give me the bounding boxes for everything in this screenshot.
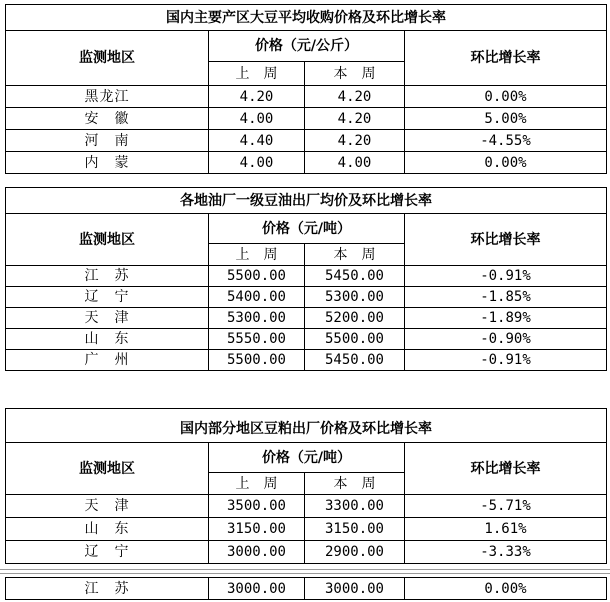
- table-title: 国内部分地区豆粕出厂价格及环比增长率: [6, 417, 607, 443]
- rate-header: 环比增长率: [405, 214, 607, 266]
- last-week-cell: 5400.00: [209, 287, 305, 308]
- rate-cell: 0.00%: [405, 86, 607, 108]
- soybean-meal-price-table-continued: [5, 577, 607, 600]
- region-header: 监测地区: [6, 214, 209, 266]
- this-week-cell: 3300.00: [305, 495, 405, 518]
- region-cell: 江 苏: [6, 578, 209, 600]
- this-week-header: 本 周: [305, 473, 405, 495]
- rate-header: 环比增长率: [405, 31, 607, 86]
- this-week-cell: 3000.00: [305, 578, 405, 600]
- region-cell: 河 南: [6, 130, 209, 152]
- page-break-separator: [0, 569, 610, 574]
- table-row: [6, 266, 607, 287]
- soybean-oil-price-table: [5, 187, 607, 371]
- this-week-header: 本 周: [305, 62, 405, 86]
- this-week-cell: 5300.00: [305, 287, 405, 308]
- table-row: [6, 86, 607, 108]
- table-row: [6, 287, 607, 308]
- header-row: [6, 214, 607, 244]
- table-title: 各地油厂一级豆油出厂均价及环比增长率: [6, 188, 607, 214]
- this-week-cell: 5450.00: [305, 350, 405, 371]
- rate-cell: -5.71%: [405, 495, 607, 518]
- region-cell: 山 东: [6, 329, 209, 350]
- last-week-cell: 4.20: [209, 86, 305, 108]
- this-week-header: 本 周: [305, 244, 405, 266]
- last-week-cell: 3150.00: [209, 518, 305, 541]
- table-row: [6, 495, 607, 518]
- soybean-meal-price-table: [5, 408, 607, 564]
- table-row: [6, 578, 607, 600]
- region-cell: 辽 宁: [6, 541, 209, 564]
- price-header: 价格（元/吨）: [209, 214, 405, 244]
- table-row: [6, 329, 607, 350]
- region-cell: 安 徽: [6, 108, 209, 130]
- rate-cell: 5.00%: [405, 108, 607, 130]
- last-week-cell: 5500.00: [209, 266, 305, 287]
- last-week-cell: 4.40: [209, 130, 305, 152]
- rate-header: 环比增长率: [405, 443, 607, 495]
- rate-cell: -1.85%: [405, 287, 607, 308]
- table-title: 国内主要产区大豆平均收购价格及环比增长率: [6, 5, 607, 31]
- region-cell: 山 东: [6, 518, 209, 541]
- this-week-cell: 5450.00: [305, 266, 405, 287]
- this-week-cell: 3150.00: [305, 518, 405, 541]
- this-week-cell: 4.20: [305, 86, 405, 108]
- last-week-cell: 5500.00: [209, 350, 305, 371]
- price-header: 价格（元/吨）: [209, 443, 405, 473]
- rate-cell: 0.00%: [405, 152, 607, 174]
- table-title-row: [6, 188, 607, 214]
- region-cell: 黑龙江: [6, 86, 209, 108]
- rate-cell: -0.91%: [405, 266, 607, 287]
- table-row: [6, 308, 607, 329]
- this-week-cell: 5500.00: [305, 329, 405, 350]
- region-cell: 内 蒙: [6, 152, 209, 174]
- table-row: [6, 130, 607, 152]
- last-week-cell: 3000.00: [209, 541, 305, 564]
- rate-cell: -4.55%: [405, 130, 607, 152]
- price-header: 价格（元/公斤）: [209, 31, 405, 62]
- soybean-price-table: [5, 4, 607, 174]
- rate-cell: -0.90%: [405, 329, 607, 350]
- last-week-header: 上 周: [209, 244, 305, 266]
- region-cell: 广 州: [6, 350, 209, 371]
- last-week-cell: 3000.00: [209, 578, 305, 600]
- header-row: [6, 31, 607, 62]
- last-week-cell: 5300.00: [209, 308, 305, 329]
- table-row: [6, 108, 607, 130]
- last-week-header: 上 周: [209, 473, 305, 495]
- this-week-cell: 4.20: [305, 130, 405, 152]
- region-cell: 辽 宁: [6, 287, 209, 308]
- last-week-cell: 4.00: [209, 152, 305, 174]
- table-row: [6, 152, 607, 174]
- rate-cell: -3.33%: [405, 541, 607, 564]
- this-week-cell: 5200.00: [305, 308, 405, 329]
- rate-cell: -1.89%: [405, 308, 607, 329]
- table-title-row: [6, 417, 607, 443]
- rate-cell: 0.00%: [405, 578, 607, 600]
- table-row: [6, 350, 607, 371]
- region-cell: 天 津: [6, 495, 209, 518]
- last-week-header: 上 周: [209, 62, 305, 86]
- table-spacer-row: [6, 409, 607, 417]
- this-week-cell: 4.20: [305, 108, 405, 130]
- last-week-cell: 5550.00: [209, 329, 305, 350]
- region-header: 监测地区: [6, 31, 209, 86]
- region-cell: 天 津: [6, 308, 209, 329]
- last-week-cell: 3500.00: [209, 495, 305, 518]
- rate-cell: -0.91%: [405, 350, 607, 371]
- this-week-cell: 2900.00: [305, 541, 405, 564]
- table-title-row: [6, 5, 607, 31]
- table-row: [6, 541, 607, 564]
- table-row: [6, 518, 607, 541]
- last-week-cell: 4.00: [209, 108, 305, 130]
- this-week-cell: 4.00: [305, 152, 405, 174]
- header-row: [6, 443, 607, 473]
- region-cell: 江 苏: [6, 266, 209, 287]
- rate-cell: 1.61%: [405, 518, 607, 541]
- region-header: 监测地区: [6, 443, 209, 495]
